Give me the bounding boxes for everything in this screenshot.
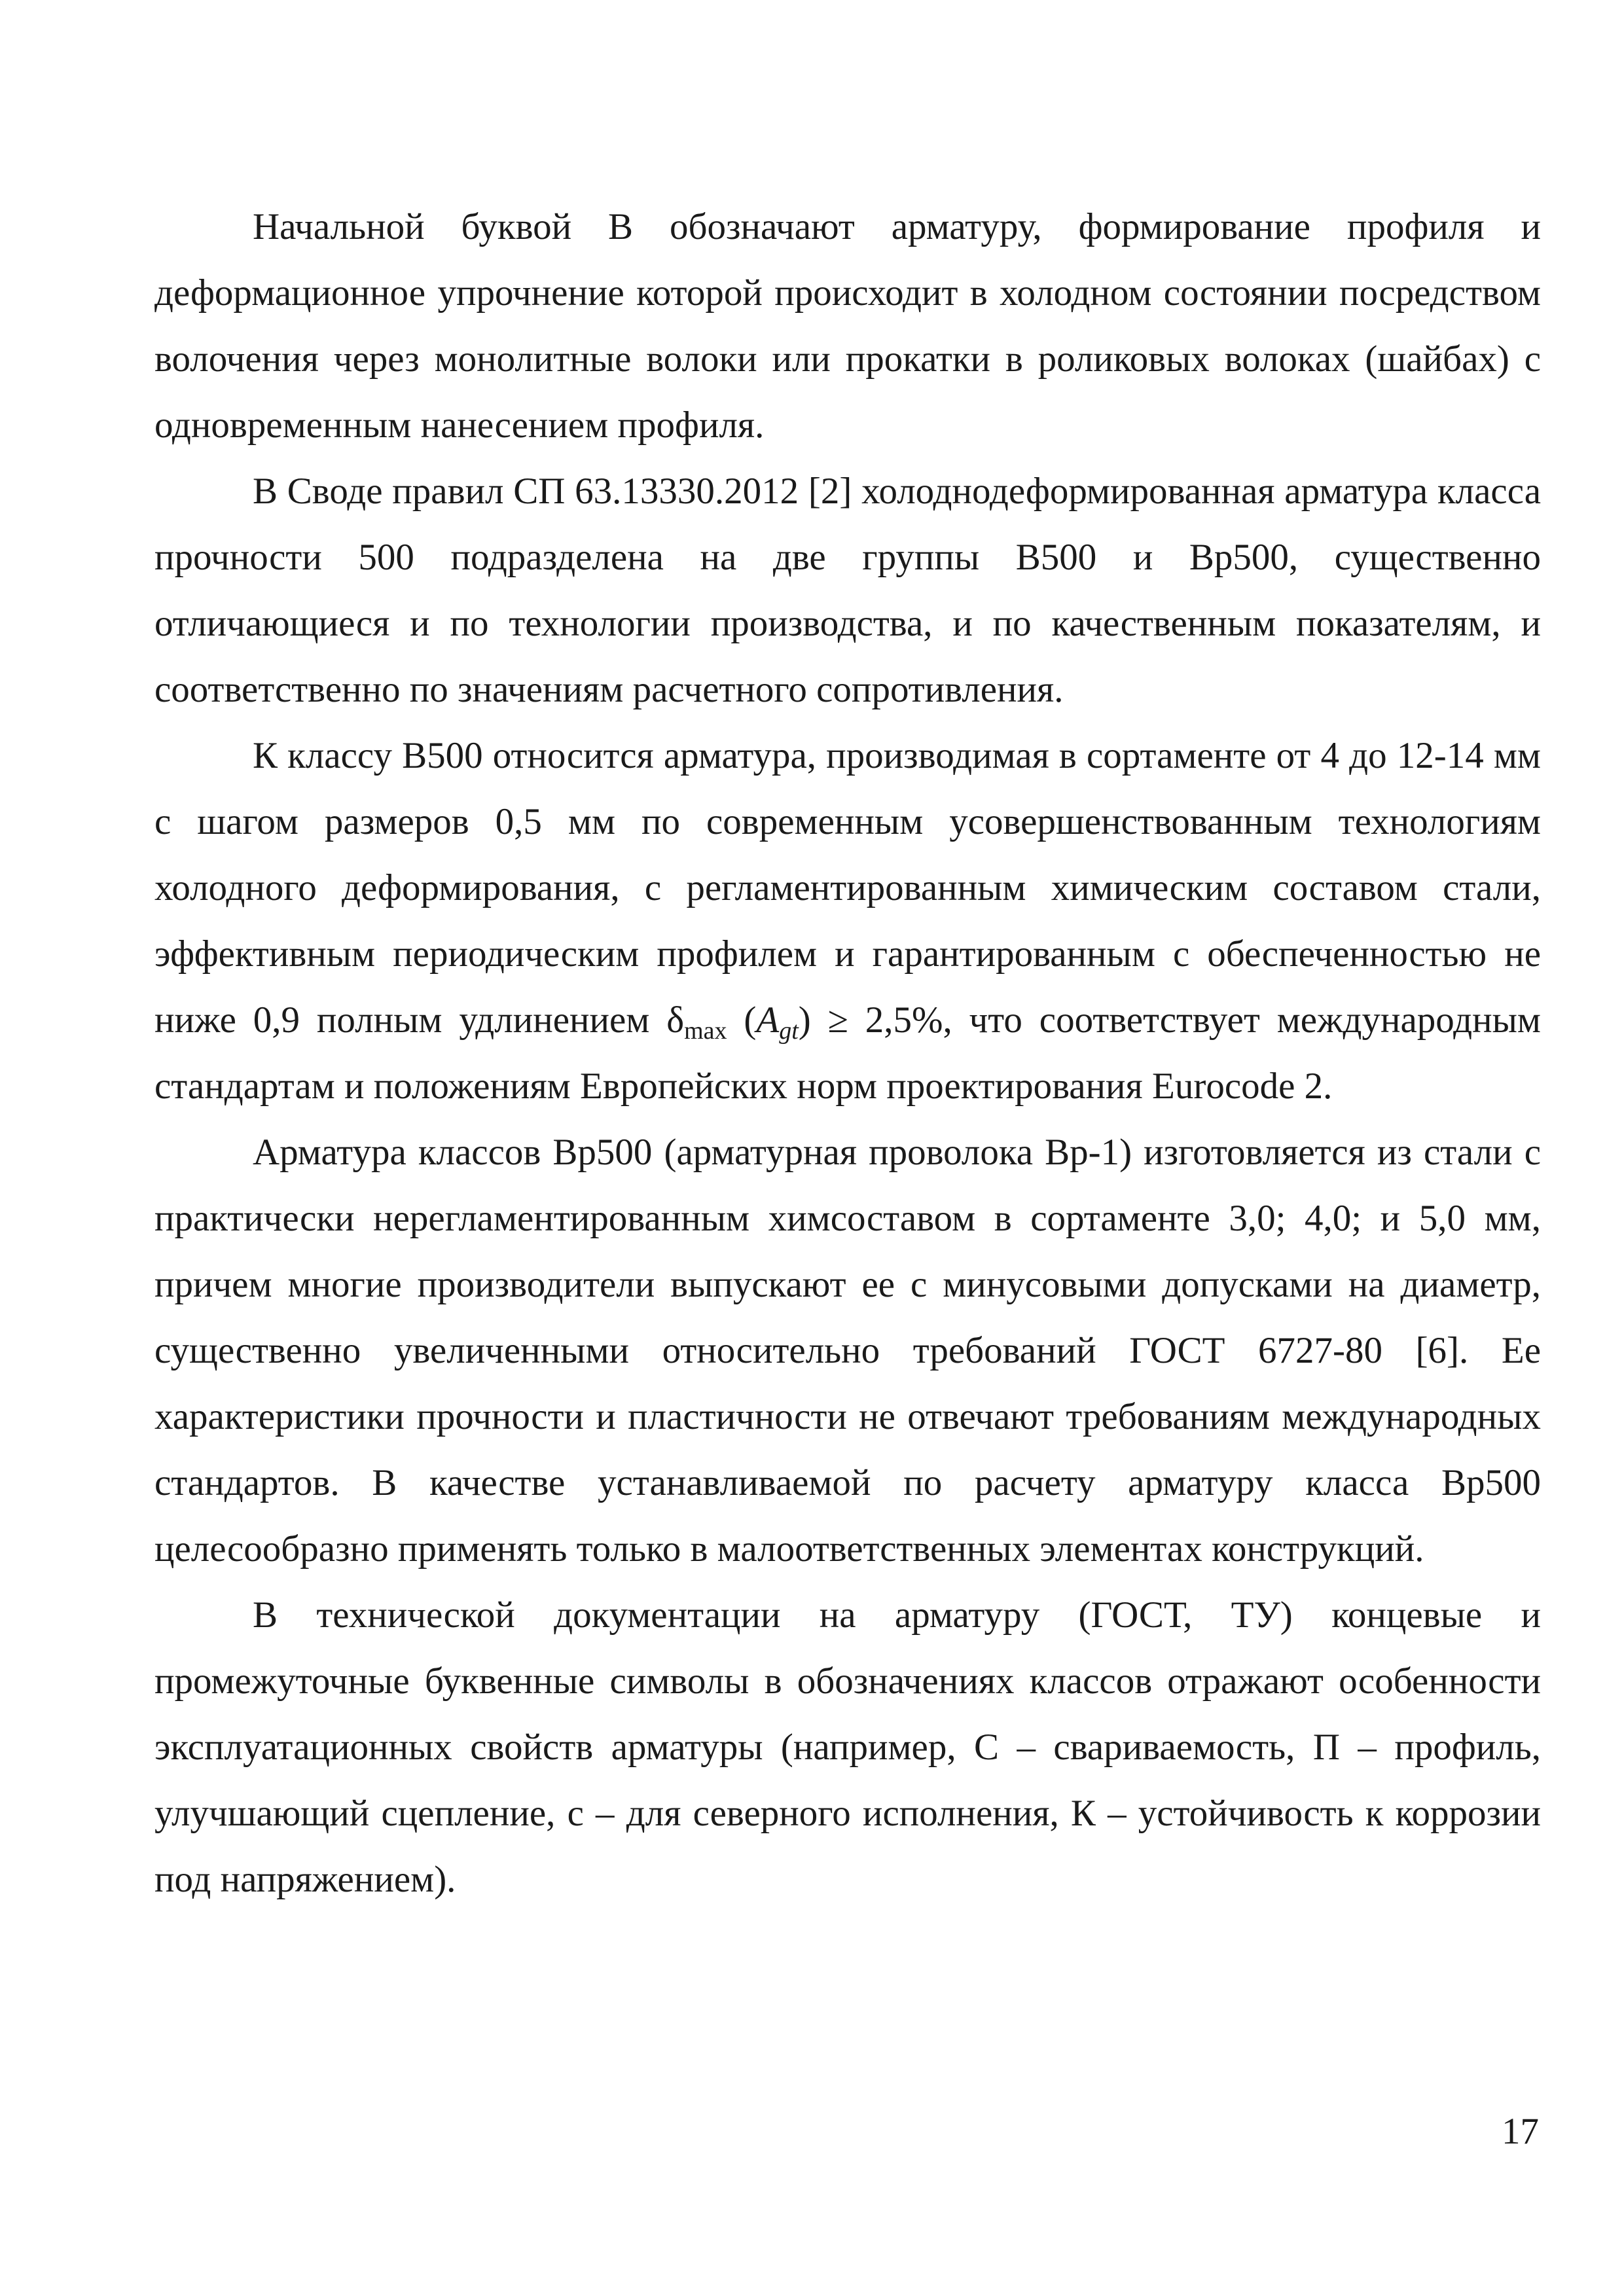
paragraph-class-b-definition: Начальной буквой В обозначают арматуру, формирование профиля и деформационное упрочнение которой происходит в холодном состоянии посредством волочения через монолитные волоки или прокатки в роликовых волоках (шайбах) с одновременным нанесением профиля. bbox=[154, 206, 1541, 446]
b500-text-after: ) ≥ 2,5%, что соответствует международным стандартам и положениям Европейских норм проектирования Eurocode 2. bbox=[154, 999, 1541, 1107]
body-text bbox=[154, 194, 1541, 1912]
delta-subscript: max bbox=[684, 1017, 727, 1045]
page-number: 17 bbox=[1502, 2111, 1539, 2152]
paragraph-sp-classification: В Своде правил СП 63.13330.2012 [2] холоднодеформированная арматура класса прочности 500 подразделена на две группы В500 и Вр500, существенно отличающиеся и по технологии производства, и по качественным показателям, и соответственно по значениям расчетного сопротивления. bbox=[154, 471, 1541, 710]
agt-subscript: gt bbox=[779, 1017, 799, 1045]
agt-symbol: A bbox=[756, 999, 780, 1041]
agt-open-paren: ( bbox=[727, 999, 757, 1041]
paragraph-symbol-meanings: В технической документации на арматуру (ГОСТ, ТУ) концевые и промежуточные буквенные символы в обозначениях классов отражают особенности эксплуатационных свойств арматуры (например, С – свариваемость, П – профиль, улучшающий сцепление, с – для северного исполнения, К – устойчивость к коррозии под напряжением). bbox=[154, 1594, 1541, 1900]
delta-symbol: δ bbox=[666, 999, 685, 1041]
b500-text-before: К классу В500 относится арматура, производимая в сортаменте от 4 до 12-14 мм с шагом размеров 0,5 мм по современным усовершенствованным технологиям холодного деформирования, с регламентированным химическим составом стали, эффективным периодическим профилем и гарантированным с обеспеченностью не ниже 0,9 полным удлинением bbox=[154, 735, 1541, 1041]
paragraph-b500-description bbox=[154, 723, 1541, 1119]
paragraph-bp500-description: Арматура классов Вр500 (арматурная проволока Вр-1) изготовляется из стали с практически нерегламентированным химсоставом в сортаменте 3,0; 4,0; и 5,0 мм, причем многие производители выпускают ее с минусовыми допусками на диаметр, существенно увеличенными относительно требований ГОСТ 6727-80 [6]. Ее характеристики прочности и пластичности не отвечают требованиям международных стандартов. В качестве устанавливаемой по расчету арматуру класса Вр500 целесообразно применять только в малоответственных элементах конструкций. bbox=[154, 1132, 1541, 1570]
